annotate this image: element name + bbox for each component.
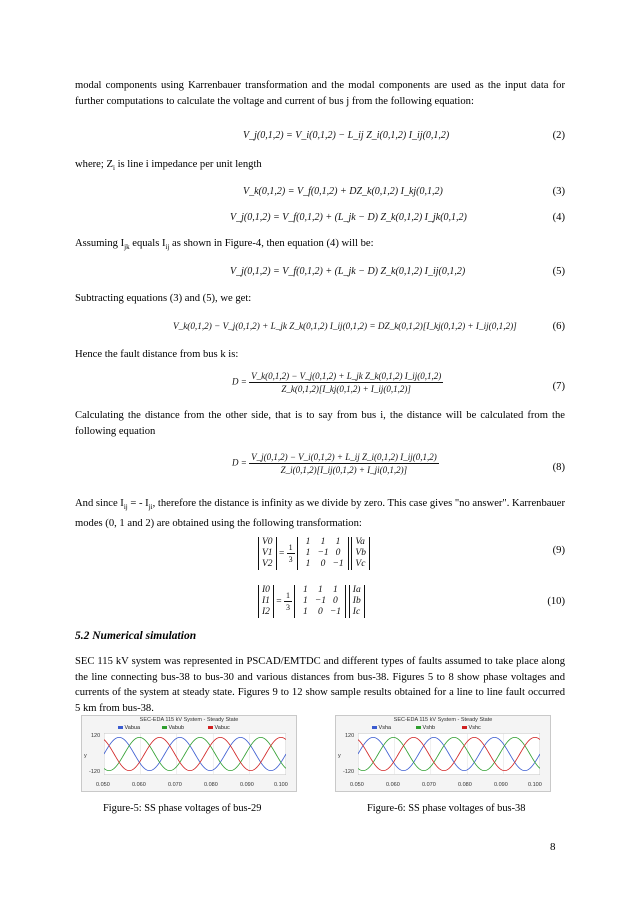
vector-phase bbox=[351, 537, 370, 570]
equation-fraction bbox=[249, 371, 443, 394]
equation-number: (3) bbox=[552, 186, 565, 197]
vector-entry: Vb bbox=[355, 548, 366, 558]
matrix-entry: −1 bbox=[329, 607, 341, 617]
where-prefix: where; Z bbox=[75, 159, 113, 170]
figure-caption: Figure-6: SS phase voltages of bus-38 bbox=[367, 803, 526, 814]
matrix-entry: 1 bbox=[320, 537, 326, 547]
equation-lhs: D = bbox=[232, 376, 247, 387]
equation-number: (2) bbox=[552, 130, 565, 141]
equation-3: V_k(0,1,2) = V_f(0,1,2) + DZ_k(0,1,2) I_kj(0,1,2) bbox=[243, 186, 443, 197]
assuming-text-b: equals I bbox=[129, 238, 166, 249]
matrix-row bbox=[301, 559, 345, 570]
matrix-entry: −1 bbox=[332, 559, 344, 569]
matrix-entry: −1 bbox=[317, 548, 329, 558]
fraction-numerator: 1 bbox=[286, 591, 291, 600]
equation-9: V0 V1 V2 = $\frac{1}{3}$ 1 1 1 1 −1 0 1 0 −1 Va Vb Vc bbox=[258, 537, 370, 570]
section-heading: 5.2 Numerical simulation bbox=[75, 630, 197, 642]
chart-plot-area bbox=[358, 733, 540, 775]
legend-swatch bbox=[162, 726, 167, 729]
x-tick-label: 0.090 bbox=[240, 782, 254, 788]
fraction-numerator: V_k(0,1,2) − V_j(0,1,2) + L_jk Z_k(0,1,2) I_ij(0,1,2) bbox=[251, 371, 442, 381]
vector-entry: Ic bbox=[352, 607, 361, 617]
matrix-row bbox=[301, 537, 345, 548]
paragraph-intro: modal components using Karrenbauer transformation and the modal components are used as the input data for further computations to calculate the voltage and current of bus j from the following equation: bbox=[75, 80, 565, 107]
paragraph-subtracting: Subtracting equations (3) and (5), we get: bbox=[75, 293, 252, 304]
paragraph-where bbox=[75, 157, 565, 177]
y-tick-label: -120 bbox=[343, 769, 355, 775]
vector-entry: I1 bbox=[262, 596, 270, 606]
equation-number: (10) bbox=[547, 596, 565, 607]
vector-entry: V1 bbox=[262, 548, 273, 558]
legend-label: Vabub bbox=[168, 725, 185, 731]
equation-number: (4) bbox=[552, 212, 565, 223]
since-text-b: = - I bbox=[127, 498, 149, 509]
matrix-entry: 1 bbox=[335, 537, 341, 547]
legend-label: Vsha bbox=[378, 725, 392, 731]
vector-entry: Ib bbox=[352, 596, 361, 606]
matrix-entry: 1 bbox=[305, 537, 311, 547]
legend-label: Vshb bbox=[422, 725, 436, 731]
matrix-entry: −1 bbox=[314, 596, 326, 606]
legend-entry bbox=[208, 725, 230, 731]
matrix-row bbox=[298, 596, 342, 607]
vector-entry: Ia bbox=[352, 585, 361, 595]
y-tick-label: 120 bbox=[345, 733, 355, 739]
equation-5: V_j(0,1,2) = V_f(0,1,2) + (L_jk − D) Z_k(0,1,2) I_ij(0,1,2) bbox=[230, 266, 466, 277]
since-text-c: , therefore the distance is infinity as we divide by zero. This case gives "no answer". Karrenbauer modes (0, 1 and 2) are obtained using the following transformation: bbox=[75, 498, 565, 529]
paragraph-assuming bbox=[75, 236, 565, 256]
matrix-row bbox=[298, 607, 342, 618]
matrix-entry: 0 bbox=[318, 607, 323, 617]
matrix-entry: 1 bbox=[333, 585, 338, 595]
assuming-subscript: jk bbox=[124, 243, 130, 252]
legend-entry bbox=[118, 725, 140, 731]
x-tick-label: 0.060 bbox=[386, 782, 400, 788]
equation-4: V_j(0,1,2) = V_f(0,1,2) + (L_jk − D) Z_k(0,1,2) I_jk(0,1,2) bbox=[230, 212, 467, 223]
y-tick-label: 120 bbox=[91, 733, 101, 739]
legend-swatch bbox=[416, 726, 421, 729]
equation-lhs: D = bbox=[232, 457, 247, 468]
paragraph-simulation: SEC 115 kV system was represented in PSCAD/EMTDC and different types of faults assumed to take place along the line connecting bus-38 to bus-30 and various distances from bus-38. Figures 5 to 8 show phase voltages and currents of the system at steady state. Figures 9 to 12 show sample results obtained for a line to line fault occurred 5 km from bus-38. bbox=[75, 656, 565, 714]
matrix-row bbox=[301, 548, 345, 559]
legend-swatch bbox=[372, 726, 377, 729]
legend-entry bbox=[162, 725, 184, 731]
legend-entry bbox=[462, 725, 481, 731]
x-tick-label: 0.070 bbox=[422, 782, 436, 788]
y-tick-label: -120 bbox=[89, 769, 101, 775]
x-tick-label: 0.100 bbox=[528, 782, 542, 788]
y-axis-label: y bbox=[338, 753, 341, 759]
legend-label: Vabua bbox=[124, 725, 141, 731]
since-subscript: ij bbox=[123, 503, 128, 512]
where-text: is line i impedance per unit length bbox=[117, 159, 262, 170]
vector-entry: Vc bbox=[355, 559, 366, 569]
since-text-a: And since I bbox=[75, 498, 124, 509]
legend-entry bbox=[372, 725, 391, 731]
equation-number: (6) bbox=[552, 321, 565, 332]
x-tick-label: 0.080 bbox=[458, 782, 472, 788]
equation-number: (7) bbox=[552, 381, 565, 392]
equation-8 bbox=[232, 452, 439, 475]
chart-figure-5 bbox=[81, 715, 297, 792]
matrix-entry: 1 bbox=[303, 607, 308, 617]
x-tick-label: 0.090 bbox=[494, 782, 508, 788]
fraction-numerator: 1 bbox=[288, 543, 293, 552]
fraction-denominator: Z_i(0,1,2)[I_ij(0,1,2) + I_ji(0,1,2)] bbox=[280, 465, 408, 475]
matrix-entry: 1 bbox=[318, 585, 323, 595]
vector-entry: V2 bbox=[262, 559, 273, 569]
vector-entry: I0 bbox=[262, 585, 270, 595]
transform-matrix bbox=[294, 585, 346, 618]
equation-fraction bbox=[249, 452, 439, 475]
legend-label: Vshc bbox=[468, 725, 481, 731]
vector-phase bbox=[349, 585, 365, 618]
y-axis-label: y bbox=[84, 753, 87, 759]
chart-title: SEC-EDA 115 kV System - Steady State bbox=[393, 717, 493, 723]
equation-2: V_j(0,1,2) = V_i(0,1,2) − L_ij Z_i(0,1,2) I_ij(0,1,2) bbox=[243, 130, 450, 141]
x-tick-label: 0.070 bbox=[168, 782, 182, 788]
matrix-entry: 1 bbox=[305, 559, 311, 569]
fraction-numerator: V_j(0,1,2) − V_i(0,1,2) + L_ij Z_i(0,1,2) I_ij(0,1,2) bbox=[251, 452, 437, 462]
matrix-row bbox=[298, 585, 342, 596]
paragraph-hence: Hence the fault distance from bus k is: bbox=[75, 349, 239, 360]
matrix-entry: 0 bbox=[333, 596, 338, 606]
chart-plot-area bbox=[104, 733, 286, 775]
transform-matrix bbox=[297, 537, 349, 570]
x-tick-label: 0.050 bbox=[96, 782, 110, 788]
legend-swatch bbox=[462, 726, 467, 729]
fraction-denominator: 3 bbox=[286, 603, 291, 612]
matrix-entry: 1 bbox=[303, 596, 308, 606]
x-tick-label: 0.100 bbox=[274, 782, 288, 788]
equation-7 bbox=[232, 371, 443, 394]
equation-number: (8) bbox=[552, 462, 565, 473]
equation-number: (9) bbox=[552, 545, 565, 556]
page-number: 8 bbox=[550, 841, 556, 853]
assuming-text-c: as shown in Figure-4, then equation (4) will be: bbox=[169, 238, 374, 249]
vector-entry: Va bbox=[355, 537, 365, 547]
legend-entry bbox=[416, 725, 435, 731]
chart-figure-6 bbox=[335, 715, 551, 792]
paragraph-calculating: Calculating the distance from the other side, that is to say from bus i, the distance will be calculated from the following equation bbox=[75, 410, 565, 437]
vector-entry: V0 bbox=[262, 537, 273, 547]
vector-modal bbox=[258, 585, 274, 618]
legend-swatch bbox=[118, 726, 123, 729]
x-tick-label: 0.080 bbox=[204, 782, 218, 788]
matrix-entry: 1 bbox=[303, 585, 308, 595]
fraction-denominator: Z_k(0,1,2)[I_kj(0,1,2) + I_ij(0,1,2)] bbox=[281, 384, 411, 394]
equation-10: I0 I1 I2 = $\frac{1}{3}$ 1 1 1 1 −1 0 1 0 −1 Ia Ib Ic bbox=[258, 585, 365, 618]
assuming-text-a: Assuming I bbox=[75, 238, 125, 249]
vector-entry: I2 bbox=[262, 607, 270, 617]
paragraph-since bbox=[75, 496, 565, 531]
figure-caption: Figure-5: SS phase voltages of bus-29 bbox=[103, 803, 262, 814]
x-tick-label: 0.050 bbox=[350, 782, 364, 788]
x-tick-label: 0.060 bbox=[132, 782, 146, 788]
matrix-entry: 0 bbox=[335, 548, 341, 558]
equation-6: V_k(0,1,2) − V_j(0,1,2) + L_jk Z_k(0,1,2) I_ij(0,1,2) = DZ_k(0,1,2)[I_kj(0,1,2) + I_ij(0,1,2)] bbox=[173, 321, 517, 331]
fraction-denominator: 3 bbox=[288, 555, 293, 564]
legend-swatch bbox=[208, 726, 213, 729]
where-subscript: i bbox=[112, 164, 115, 173]
scale-fraction bbox=[284, 591, 292, 612]
assuming-subscript: ij bbox=[165, 243, 170, 252]
equation-number: (5) bbox=[552, 266, 565, 277]
vector-modal bbox=[258, 537, 277, 570]
legend-label: Vabuc bbox=[214, 725, 230, 731]
chart-title: SEC-EDA 115 kV System - Steady State bbox=[139, 717, 239, 723]
matrix-entry: 0 bbox=[320, 559, 326, 569]
since-subscript: ji bbox=[148, 503, 153, 512]
matrix-entry: 1 bbox=[305, 548, 311, 558]
scale-fraction bbox=[287, 543, 295, 564]
